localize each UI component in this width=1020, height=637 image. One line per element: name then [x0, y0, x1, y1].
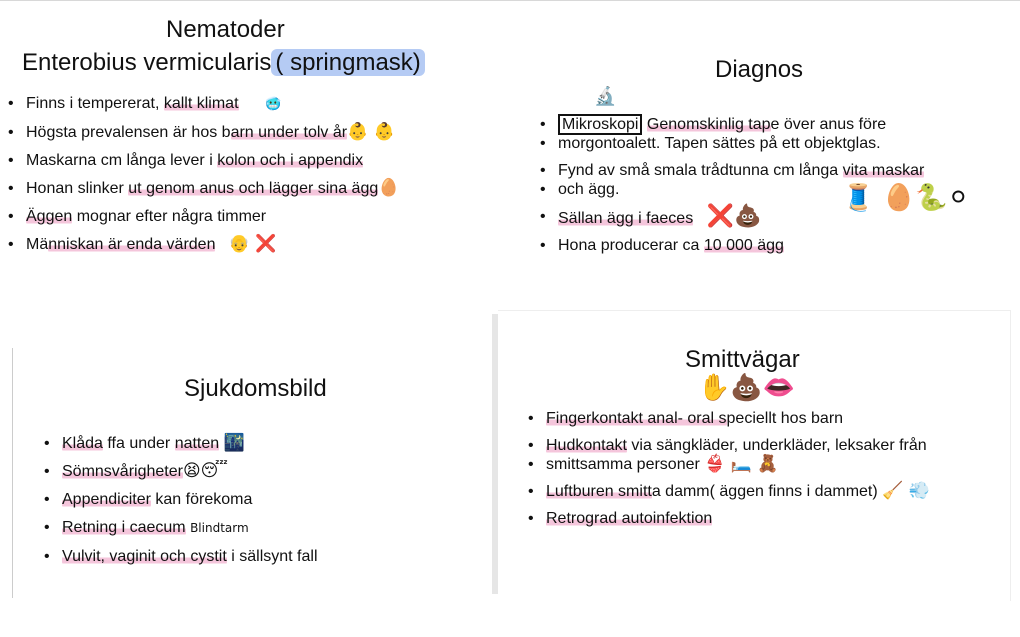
list-item: • Luftburen smitta damm( äggen finns i dammet) 🧹 💨: [526, 482, 930, 501]
panel-smittvagar: [498, 310, 1011, 601]
panel-diagnos: [510, 0, 1020, 300]
old-man-icon: 👴 ❌: [228, 234, 277, 254]
list-item: • Sömnsvårigheter😫😴: [42, 462, 318, 481]
common-name-highlight: ( springmask): [271, 49, 424, 76]
list-item: • Fingerkontakt anal- oral speciellt hos barn: [526, 409, 930, 428]
panel4-title: Smittvägar: [685, 346, 800, 373]
list-item: • Retrograd autoinfektion: [526, 509, 930, 528]
panel3-title: Sjukdomsbild: [184, 375, 327, 402]
species-name: Enterobius vermicularis: [22, 49, 272, 76]
list-item: • Klåda ffa under natten 🌃: [42, 434, 318, 453]
list-item: • Retning i caecum Blindtarm: [42, 518, 318, 538]
panel2-title: Diagnos: [715, 56, 804, 83]
panel3-list: [42, 434, 318, 566]
list-item-cont: • och ägg.: [538, 180, 924, 199]
list-item: • Honan slinker ut genom anus och lägger sina ägg🥚: [6, 179, 399, 198]
list-item: • Sällan ägg i faeces ❌💩: [538, 207, 924, 228]
list-item: • Mikroskopi Genomskinlig tape över anus före: [538, 115, 924, 134]
no-poop-icon: ❌💩: [706, 204, 762, 229]
list-item: • Hona producerar ca 10 000 ägg: [538, 236, 924, 255]
list-item: • Högsta prevalensen är hos barn under tolv år👶 👶: [6, 123, 399, 142]
dust-icon: 🧹 💨: [882, 481, 930, 501]
thread-egg-worm-icons: 🧵 🥚🐍⚪: [842, 183, 970, 213]
list-item-cont: • smittsamma personer 👙 🛏️ 🧸: [526, 455, 930, 474]
panel4-list: [526, 409, 930, 528]
mikroskopi-box: Mikroskopi: [558, 114, 642, 135]
microscope-icon: 🔬: [594, 86, 617, 107]
night-city-icon: 🌃: [223, 433, 245, 453]
list-item: • Hudkontakt via sängkläder, underkläder, leksaker från: [526, 436, 930, 455]
list-item: • Finns i tempererat, kallt klimat 🥶: [6, 94, 399, 114]
egg-icon: 🥚: [378, 178, 400, 198]
panel1-subtitle: [22, 49, 425, 77]
cold-face-icon: 🥶: [265, 97, 282, 112]
panel-sjukdomsbild: [12, 310, 490, 610]
panel-nematoder: [0, 0, 500, 300]
list-item-cont: • morgontoalett. Tapen sättes på ett objektglas.: [538, 134, 924, 153]
hand-poop-lips-icons: ✋💩👄: [698, 373, 796, 403]
list-item: • Människan är enda värden 👴 ❌: [6, 235, 399, 254]
panel1-title: Nematoder: [166, 16, 285, 43]
list-item: • Appendiciter kan förekoma: [42, 490, 318, 509]
bikini-bed-teddy-icons: 👙 🛏️ 🧸: [704, 454, 779, 474]
panel1-list: [6, 94, 399, 254]
list-item: • Äggen mognar efter några timmer: [6, 207, 399, 226]
tired-face-icon: 😫😴: [182, 461, 228, 481]
list-item: • Fynd av små smala trådtunna cm långa vita maskar: [538, 161, 924, 180]
baby-icon: 👶 👶: [347, 122, 395, 142]
list-item: • Maskarna cm långa lever i kolon och i appendix: [6, 151, 399, 170]
blindtarm-note: Blindtarm: [190, 521, 249, 535]
list-item: • Vulvit, vaginit och cystit i sällsynt fall: [42, 547, 318, 566]
